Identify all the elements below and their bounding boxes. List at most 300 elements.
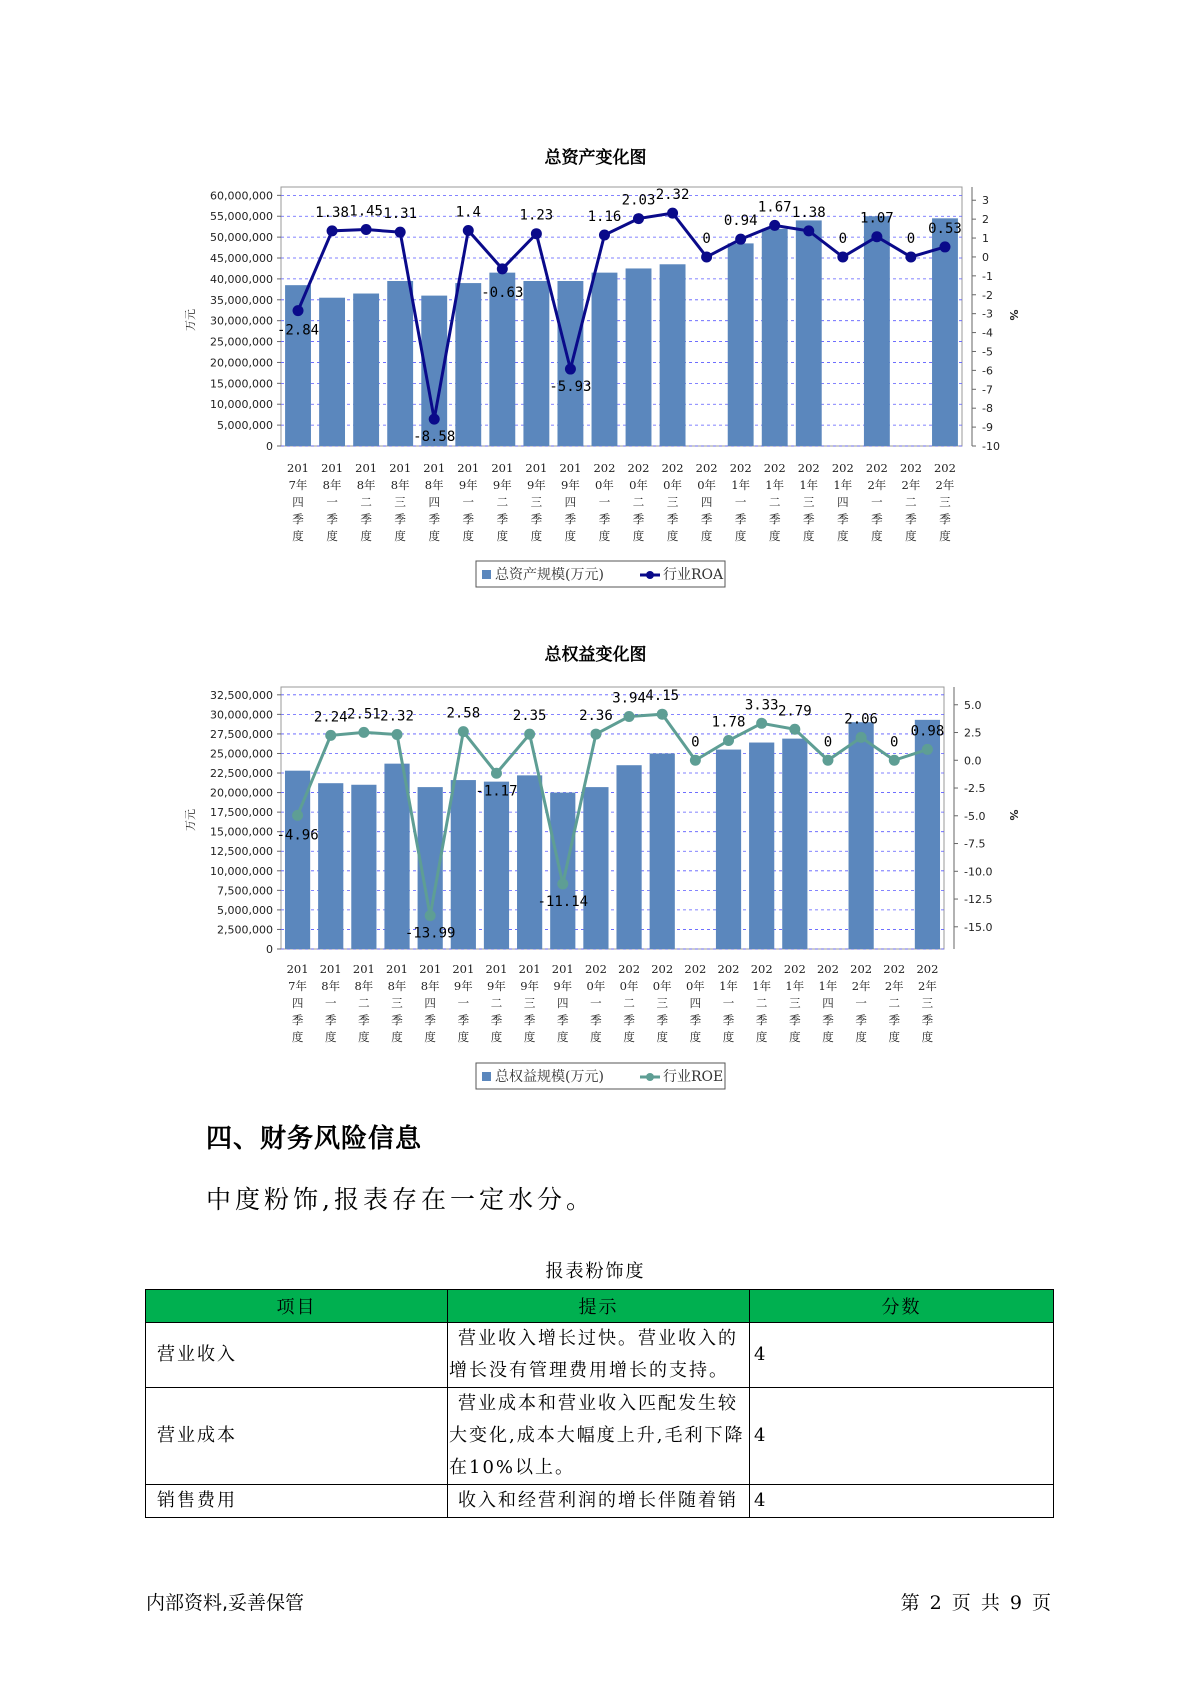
line-point <box>905 251 916 262</box>
x-category-label: 季 <box>789 1013 801 1027</box>
x-category-label: 1年 <box>818 979 838 993</box>
header-score: 分数 <box>750 1290 1054 1323</box>
x-category-label: 四 <box>292 495 304 509</box>
x-category-label: 202 <box>797 461 820 475</box>
bar <box>550 793 575 949</box>
data-label: 1.78 <box>711 714 746 731</box>
bar <box>660 264 686 446</box>
x-category-label: 二 <box>768 495 781 509</box>
x-category-label: 二 <box>755 996 768 1010</box>
line-point <box>701 251 712 262</box>
x-category-label: 度 <box>324 1030 337 1044</box>
row-score: 4 <box>750 1388 1054 1485</box>
x-category-label: 202 <box>831 461 854 475</box>
data-label: 0.94 <box>723 213 758 230</box>
x-category-label: 度 <box>837 529 849 543</box>
x-category-label: 202 <box>661 461 684 475</box>
legend-bar-label: 总权益规模(万元) <box>495 1069 604 1085</box>
bar <box>484 782 509 949</box>
line-point <box>756 718 767 729</box>
data-label: 1.07 <box>860 210 894 227</box>
x-category-label: 201 <box>287 461 310 475</box>
x-category-label: 度 <box>939 529 951 543</box>
x-category-label: 202 <box>883 962 906 976</box>
data-label: 3.94 <box>612 690 646 707</box>
x-category-label: 202 <box>627 461 650 475</box>
x-category-label: 0年 <box>629 478 648 492</box>
legend-bar-label: 总资产规模(万元) <box>495 567 604 583</box>
x-category-label: 度 <box>496 529 509 543</box>
line-point <box>358 727 369 738</box>
line-point <box>889 755 900 766</box>
x-category-label: 202 <box>695 461 718 475</box>
x-category-label: 三 <box>523 996 536 1010</box>
x-category-label: 季 <box>428 512 440 526</box>
x-category-label: 度 <box>360 529 372 543</box>
data-label: 0 <box>823 734 833 751</box>
bar <box>728 243 754 446</box>
bar <box>796 220 822 446</box>
data-label: 2.32 <box>380 708 414 725</box>
line-point <box>325 730 336 741</box>
x-category-label: 季 <box>462 512 475 526</box>
x-category-label: 季 <box>324 1013 337 1027</box>
x-category-label: 季 <box>803 512 815 526</box>
x-category-label: 三 <box>391 996 403 1010</box>
data-label: 2.35 <box>512 708 547 725</box>
left-tick-label: 12,500,000 <box>210 845 273 859</box>
line-point <box>856 732 867 743</box>
row-item: 营业收入 <box>146 1323 448 1388</box>
section-text: 中度粉饰,报表存在一定水分。 <box>206 1185 595 1214</box>
x-category-label: 度 <box>598 529 611 543</box>
legend-line-label: 行业ROE <box>663 1069 724 1085</box>
bar <box>319 298 345 446</box>
x-category-label: 度 <box>564 529 577 543</box>
line-point <box>922 744 933 755</box>
x-category-label: 度 <box>666 529 679 543</box>
x-category-label: 一 <box>871 495 883 509</box>
x-category-label: 季 <box>391 1013 403 1027</box>
left-tick-label: 20,000,000 <box>210 786 273 800</box>
x-category-label: 0年 <box>685 979 705 993</box>
x-category-label: 1年 <box>719 979 738 993</box>
line-point <box>458 726 469 737</box>
data-label: 1.23 <box>519 207 554 224</box>
data-label: -0.63 <box>481 284 524 301</box>
left-tick-label: 15,000,000 <box>210 825 273 839</box>
right-tick-label: 2 <box>982 213 989 227</box>
row-item: 销售费用 <box>146 1485 448 1518</box>
x-category-label: 0年 <box>586 979 606 993</box>
line-point <box>429 414 440 425</box>
x-category-label: 一 <box>462 495 475 509</box>
bar <box>749 743 774 949</box>
x-category-label: 0年 <box>663 478 682 492</box>
x-category-label: 季 <box>837 512 849 526</box>
table-header-row <box>146 1290 1054 1323</box>
x-category-label: 202 <box>750 962 773 976</box>
line-point <box>531 228 542 239</box>
left-tick-label: 2,500,000 <box>217 923 273 937</box>
data-label: 1.67 <box>757 199 792 216</box>
x-category-label: 四 <box>564 495 577 509</box>
x-category-label: 季 <box>530 512 543 526</box>
left-tick-label: 32,500,000 <box>210 688 273 702</box>
data-label: 1.31 <box>383 206 418 223</box>
x-category-label: 度 <box>530 529 543 543</box>
bar <box>849 722 874 949</box>
x-category-label: 度 <box>424 1030 436 1044</box>
footer-page-number: 第 2 页 共 9 页 <box>900 1592 1053 1614</box>
x-category-label: 季 <box>598 512 611 526</box>
x-category-label: 7年 <box>288 979 307 993</box>
left-axis-title: 万元 <box>184 809 197 831</box>
x-category-label: 三 <box>921 996 934 1010</box>
x-category-label: 201 <box>419 962 442 976</box>
x-category-label: 一 <box>598 495 611 509</box>
left-tick-label: 20,000,000 <box>210 356 273 370</box>
x-category-label: 季 <box>921 1013 934 1027</box>
x-category-label: 201 <box>525 461 548 475</box>
x-category-label: 8年 <box>424 478 444 492</box>
x-category-label: 二 <box>358 996 370 1010</box>
bar <box>650 753 675 949</box>
bar <box>782 739 807 949</box>
x-category-label: 季 <box>623 1013 635 1027</box>
x-category-label: 四 <box>700 495 713 509</box>
line-point <box>497 263 508 274</box>
x-category-label: 度 <box>557 1030 569 1044</box>
line-point <box>657 709 668 720</box>
bar <box>932 218 958 446</box>
data-label: 1.45 <box>349 203 383 220</box>
row-score: 4 <box>750 1485 1054 1518</box>
left-tick-label: 60,000,000 <box>210 189 273 203</box>
x-category-label: 度 <box>632 529 645 543</box>
x-category-label: 四 <box>291 996 304 1010</box>
data-label: 1.38 <box>315 204 349 221</box>
left-tick-label: 7,500,000 <box>217 884 273 898</box>
right-tick-label: -4 <box>982 326 993 340</box>
bar <box>716 750 741 949</box>
line-point <box>599 230 610 241</box>
line-point <box>463 225 474 236</box>
bar <box>626 268 652 446</box>
line-point <box>293 305 304 316</box>
x-category-label: 一 <box>722 996 735 1010</box>
right-tick-label: -5.0 <box>964 809 986 823</box>
x-category-label: 8年 <box>390 478 410 492</box>
x-category-label: 度 <box>722 1030 735 1044</box>
line-point <box>871 231 882 242</box>
x-category-label: 季 <box>666 512 679 526</box>
data-label: -4.96 <box>276 827 319 844</box>
x-category-label: 四 <box>424 996 436 1010</box>
data-label: 1.38 <box>791 204 826 221</box>
data-label: 0 <box>838 230 848 247</box>
right-tick-label: -7 <box>982 383 993 397</box>
row-hint: 营业收入增长过快。营业收入的增长没有管理费用增长的支持。 <box>448 1323 750 1388</box>
table-caption: 报表粉饰度 <box>545 1261 646 1282</box>
x-category-label: 202 <box>651 962 674 976</box>
x-category-label: 度 <box>462 529 475 543</box>
x-category-label: 二 <box>360 495 372 509</box>
line-point <box>491 768 502 779</box>
x-category-label: 度 <box>590 1030 602 1044</box>
x-category-label: 2年 <box>918 979 937 993</box>
x-category-label: 201 <box>551 962 574 976</box>
x-category-label: 度 <box>428 529 440 543</box>
x-category-label: 202 <box>899 461 922 475</box>
x-category-label: 201 <box>491 461 514 475</box>
x-category-label: 度 <box>855 1030 867 1044</box>
right-tick-label: -8 <box>982 402 993 416</box>
x-category-label: 201 <box>286 962 309 976</box>
left-tick-label: 30,000,000 <box>210 708 273 722</box>
x-category-label: 度 <box>755 1030 768 1044</box>
x-category-label: 度 <box>700 529 713 543</box>
x-category-label: 2年 <box>935 478 955 492</box>
x-category-label: 202 <box>584 962 607 976</box>
x-category-label: 一 <box>734 495 747 509</box>
right-tick-label: -7.5 <box>964 837 986 851</box>
data-label: 2.06 <box>844 711 878 728</box>
left-tick-label: 15,000,000 <box>210 377 273 391</box>
x-category-label: 202 <box>916 962 939 976</box>
x-category-label: 8年 <box>354 979 374 993</box>
x-category-label: 季 <box>590 1013 602 1027</box>
x-category-label: 季 <box>292 512 304 526</box>
line-point <box>735 234 746 245</box>
x-category-label: 202 <box>717 962 740 976</box>
x-category-label: 9年 <box>520 979 540 993</box>
x-category-label: 2年 <box>867 478 887 492</box>
x-category-label: 8年 <box>387 979 407 993</box>
x-category-label: 度 <box>292 529 304 543</box>
x-category-label: 季 <box>457 1013 470 1027</box>
x-category-label: 度 <box>768 529 781 543</box>
left-tick-label: 40,000,000 <box>210 272 273 286</box>
data-label: 2.32 <box>655 187 690 204</box>
right-tick-label: -2.5 <box>964 782 986 796</box>
x-category-label: 季 <box>905 512 917 526</box>
left-tick-label: 0 <box>266 440 273 453</box>
x-category-label: 季 <box>394 512 406 526</box>
table-row <box>146 1323 1054 1388</box>
x-category-label: 度 <box>905 529 917 543</box>
left-tick-label: 25,000,000 <box>210 747 273 761</box>
x-category-label: 三 <box>803 495 815 509</box>
bar <box>387 281 413 446</box>
line-point <box>292 810 303 821</box>
x-category-label: 度 <box>789 1030 801 1044</box>
x-category-label: 季 <box>768 512 781 526</box>
x-category-label: 2年 <box>851 979 871 993</box>
x-category-label: 度 <box>291 1030 304 1044</box>
data-label: 1.4 <box>455 204 481 221</box>
data-label: 0 <box>890 734 899 751</box>
line-point <box>667 208 678 219</box>
data-label: -13.99 <box>404 925 456 942</box>
x-category-label: 202 <box>933 461 956 475</box>
right-tick-label: -9 <box>982 421 993 435</box>
data-label: 2.03 <box>621 192 656 209</box>
x-category-label: 季 <box>822 1013 834 1027</box>
x-category-label: 度 <box>888 1030 901 1044</box>
x-category-label: 9年 <box>487 979 506 993</box>
x-category-label: 三 <box>394 495 406 509</box>
x-category-label: 三 <box>939 495 951 509</box>
total-equity-chart <box>0 665 1191 1090</box>
x-category-label: 7年 <box>288 478 308 492</box>
x-category-label: 8年 <box>356 478 376 492</box>
line-point <box>524 729 535 740</box>
right-axis-title: % <box>1007 809 1020 821</box>
total-assets-chart <box>0 168 1191 588</box>
x-category-label: 一 <box>457 996 470 1010</box>
data-label: -2.84 <box>276 322 320 339</box>
left-tick-label: 55,000,000 <box>210 210 273 224</box>
x-category-label: 四 <box>428 495 440 509</box>
x-category-label: 8年 <box>322 478 342 492</box>
x-category-label: 1年 <box>752 979 772 993</box>
x-category-label: 0年 <box>619 979 639 993</box>
x-category-label: 季 <box>326 512 338 526</box>
x-category-label: 三 <box>789 996 801 1010</box>
x-category-label: 二 <box>496 495 509 509</box>
right-tick-label: -1 <box>982 269 993 283</box>
chart2-title: 总权益变化图 <box>544 645 647 665</box>
left-tick-label: 5,000,000 <box>217 903 273 917</box>
x-category-label: 度 <box>358 1030 370 1044</box>
x-category-label: 度 <box>457 1030 470 1044</box>
x-category-label: 季 <box>564 512 577 526</box>
x-category-label: 0年 <box>595 478 614 492</box>
x-category-label: 度 <box>490 1030 503 1044</box>
x-category-label: 一 <box>326 495 338 509</box>
x-category-label: 201 <box>518 962 541 976</box>
left-tick-label: 17,500,000 <box>210 806 273 820</box>
x-category-label: 三 <box>656 996 668 1010</box>
bar <box>864 216 890 446</box>
x-category-label: 度 <box>394 529 406 543</box>
x-category-label: 季 <box>360 512 372 526</box>
footer-confidential: 内部资料,妥善保管 <box>146 1592 305 1614</box>
legend-bar-swatch <box>482 1072 491 1081</box>
x-category-label: 201 <box>355 461 378 475</box>
x-category-label: 201 <box>559 461 582 475</box>
data-label: 2.51 <box>347 706 381 723</box>
x-category-label: 季 <box>557 1013 569 1027</box>
line-point <box>837 251 848 262</box>
x-category-label: 一 <box>855 996 867 1010</box>
right-tick-label: -10.0 <box>964 865 993 879</box>
x-category-label: 二 <box>490 996 503 1010</box>
x-category-label: 201 <box>319 962 342 976</box>
x-category-label: 9年 <box>561 478 580 492</box>
x-category-label: 201 <box>352 962 375 976</box>
x-category-label: 8年 <box>321 979 341 993</box>
right-tick-label: -15.0 <box>964 920 993 934</box>
data-label: 1.16 <box>587 209 622 226</box>
x-category-label: 1年 <box>799 478 819 492</box>
x-category-label: 季 <box>722 1013 735 1027</box>
x-category-label: 季 <box>358 1013 370 1027</box>
data-label: 2.79 <box>777 703 812 720</box>
x-category-label: 201 <box>457 461 480 475</box>
row-item: 营业成本 <box>146 1388 448 1485</box>
x-category-label: 度 <box>822 1030 834 1044</box>
legend-bar-swatch <box>482 570 491 579</box>
bar <box>762 229 788 446</box>
x-category-label: 季 <box>700 512 713 526</box>
right-tick-label: 0 <box>982 250 989 264</box>
line-point <box>822 755 833 766</box>
x-category-label: 9年 <box>458 478 478 492</box>
line-point <box>557 878 568 889</box>
right-tick-label: -3 <box>982 307 993 321</box>
data-label: 0.53 <box>928 220 962 237</box>
left-tick-label: 10,000,000 <box>210 864 273 878</box>
left-tick-label: 45,000,000 <box>210 252 273 266</box>
x-category-label: 202 <box>865 461 888 475</box>
table-row <box>146 1388 1054 1485</box>
left-tick-label: 10,000,000 <box>210 398 273 412</box>
data-label: 0 <box>906 230 916 247</box>
legend-line-label: 行业ROA <box>663 567 724 583</box>
x-category-label: 201 <box>423 461 446 475</box>
x-category-label: 9年 <box>453 979 473 993</box>
legend-line-marker <box>646 571 654 579</box>
right-tick-label: -6 <box>982 364 993 378</box>
x-category-label: 季 <box>496 512 509 526</box>
x-category-label: 度 <box>656 1030 668 1044</box>
x-category-label: 季 <box>939 512 951 526</box>
bar <box>384 764 409 949</box>
bar <box>353 294 379 446</box>
bar <box>351 785 376 949</box>
x-category-label: 二 <box>888 996 901 1010</box>
line-point <box>565 364 576 375</box>
left-axis-title: 万元 <box>184 309 197 331</box>
x-category-label: 度 <box>391 1030 403 1044</box>
left-tick-label: 22,500,000 <box>210 767 273 781</box>
x-category-label: 季 <box>291 1013 304 1027</box>
x-category-label: 202 <box>816 962 839 976</box>
left-tick-label: 25,000,000 <box>210 335 273 349</box>
x-category-label: 季 <box>424 1013 436 1027</box>
x-category-label: 0年 <box>652 979 672 993</box>
x-category-label: 度 <box>803 529 815 543</box>
x-category-label: 2年 <box>901 478 921 492</box>
x-category-label: 202 <box>618 962 641 976</box>
line-point <box>590 729 601 740</box>
bar <box>616 765 641 949</box>
row-hint: 收入和经营利润的增长伴随着销 <box>448 1485 750 1518</box>
x-category-label: 季 <box>855 1013 867 1027</box>
x-category-label: 201 <box>452 962 475 976</box>
x-category-label: 二 <box>632 495 645 509</box>
data-label: 0 <box>691 734 700 751</box>
data-label: 3.33 <box>744 697 779 714</box>
right-tick-label: 2.5 <box>964 726 982 740</box>
x-category-label: 三 <box>530 495 543 509</box>
line-point <box>803 225 814 236</box>
bar <box>517 775 542 949</box>
bar <box>523 281 549 446</box>
x-category-label: 二 <box>623 996 635 1010</box>
